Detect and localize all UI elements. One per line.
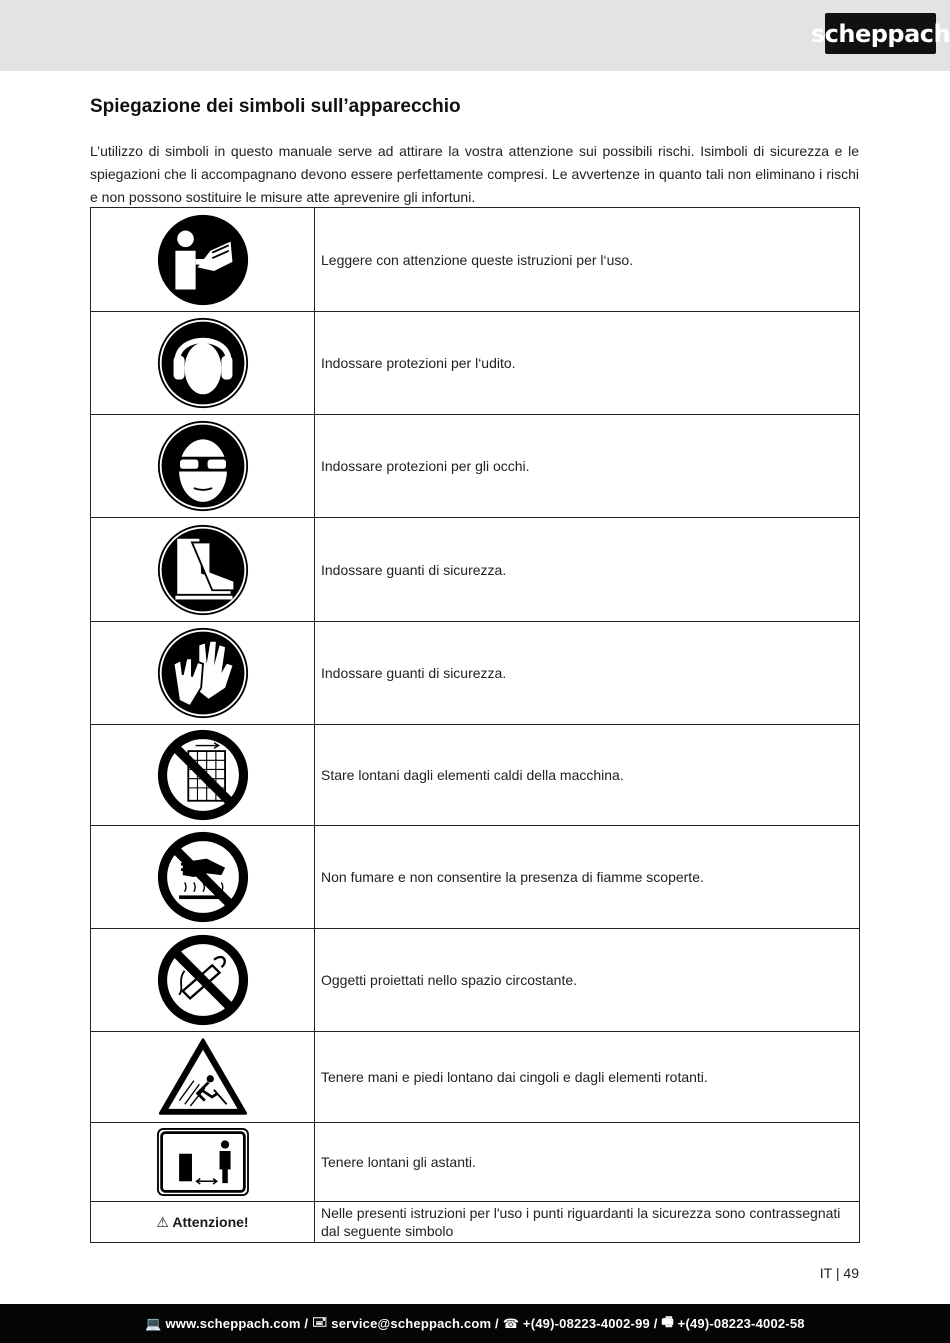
symbol-cell <box>91 1123 315 1202</box>
description-cell: Indossare protezioni per gli occhi. <box>315 415 860 518</box>
mail-icon: 🖃 <box>312 1313 328 1329</box>
attention-label: Attenzione! <box>172 1213 249 1230</box>
symbol-cell <box>91 208 315 312</box>
computer-icon: 💻 <box>145 1315 162 1331</box>
scheppach-logo: scheppach <box>825 13 936 54</box>
description-cell: Tenere mani e piedi lontano dai cingoli e dagli elementi rotanti. <box>315 1032 860 1123</box>
symbol-cell <box>91 826 315 929</box>
page-title: Spiegazione dei simboli sull’apparecchio <box>90 96 461 117</box>
read-manual-icon <box>157 214 249 306</box>
description-cell: Indossare protezioni per l‘udito. <box>315 312 860 415</box>
table-row <box>91 415 860 518</box>
fax-icon: 🖷 <box>661 1313 674 1329</box>
no-hot-grille-icon <box>157 729 249 821</box>
table-row <box>91 725 860 826</box>
symbol-cell <box>91 518 315 622</box>
keep-distance-icon <box>157 1128 249 1196</box>
attention-cell <box>91 1202 315 1243</box>
email-link[interactable]: service@scheppach.com <box>331 1316 492 1331</box>
description-cell: Indossare guanti di sicurezza. <box>315 518 860 622</box>
symbol-cell <box>91 725 315 826</box>
safety-boots-icon <box>157 524 249 616</box>
fax-number: +(49)-08223-4002-58 <box>677 1316 805 1331</box>
table-row <box>91 622 860 725</box>
table-row <box>91 1123 860 1202</box>
warning-triangle-icon: ⚠ <box>156 1213 169 1230</box>
phone-number[interactable]: +(49)-08223-4002-99 <box>522 1316 650 1331</box>
symbol-cell <box>91 622 315 725</box>
symbol-cell <box>91 929 315 1032</box>
table-row <box>91 208 860 312</box>
symbol-cell <box>91 1032 315 1123</box>
page-number: IT | 49 <box>819 1265 859 1281</box>
footer-contact-bar: 💻 www.scheppach.com / 🖃 service@scheppach.com / ☎ +(49)-08223-4002-99 / 🖷 +(49)-08223-4002-58 <box>0 1304 950 1343</box>
phone-icon: ☎ <box>502 1315 520 1331</box>
description-cell: Stare lontani dagli elementi caldi della macchina. <box>315 725 860 826</box>
symbols-table <box>90 207 860 1243</box>
description-cell: Oggetti proiettati nello spazio circostante. <box>315 929 860 1032</box>
no-smoking-icon <box>157 934 249 1026</box>
symbol-cell <box>91 415 315 518</box>
table-row <box>91 518 860 622</box>
intro-paragraph: L’utilizzo di simboli in questo manuale serve ad attirare la vostra attenzione sui possibili rischi. Isimboli di sicurezza e le spiegazioni che li accompagnano devono essere perfettamente compresi. Le avvertenze in quanto tali non eliminano i rischi e non possono sostituire le misure atte aprevenire gli infortuni. <box>90 143 859 205</box>
table-row <box>91 826 860 929</box>
eye-protection-icon <box>157 420 249 512</box>
table-row <box>91 312 860 415</box>
rotating-parts-warning-icon <box>157 1037 249 1117</box>
safety-gloves-icon <box>157 627 249 719</box>
website-link[interactable]: www.scheppach.com <box>165 1316 301 1331</box>
description-cell: Tenere lontani gli astanti. <box>315 1123 860 1202</box>
description-cell: Leggere con attenzione queste istruzioni per l‘uso. <box>315 208 860 312</box>
table-row <box>91 929 860 1032</box>
attention-row <box>91 1202 860 1243</box>
ear-protection-icon <box>157 317 249 409</box>
symbol-cell <box>91 312 315 415</box>
table-row <box>91 1032 860 1123</box>
header-band <box>0 0 950 71</box>
description-cell: Indossare guanti di sicurezza. <box>315 622 860 725</box>
attention-description: Nelle presenti istruzioni per l'uso i punti riguardanti la sicurezza sono contrassegnati dal seguente simbolo <box>315 1202 860 1243</box>
no-hand-hot-surface-icon <box>157 831 249 923</box>
description-cell: Non fumare e non consentire la presenza di fiamme scoperte. <box>315 826 860 929</box>
